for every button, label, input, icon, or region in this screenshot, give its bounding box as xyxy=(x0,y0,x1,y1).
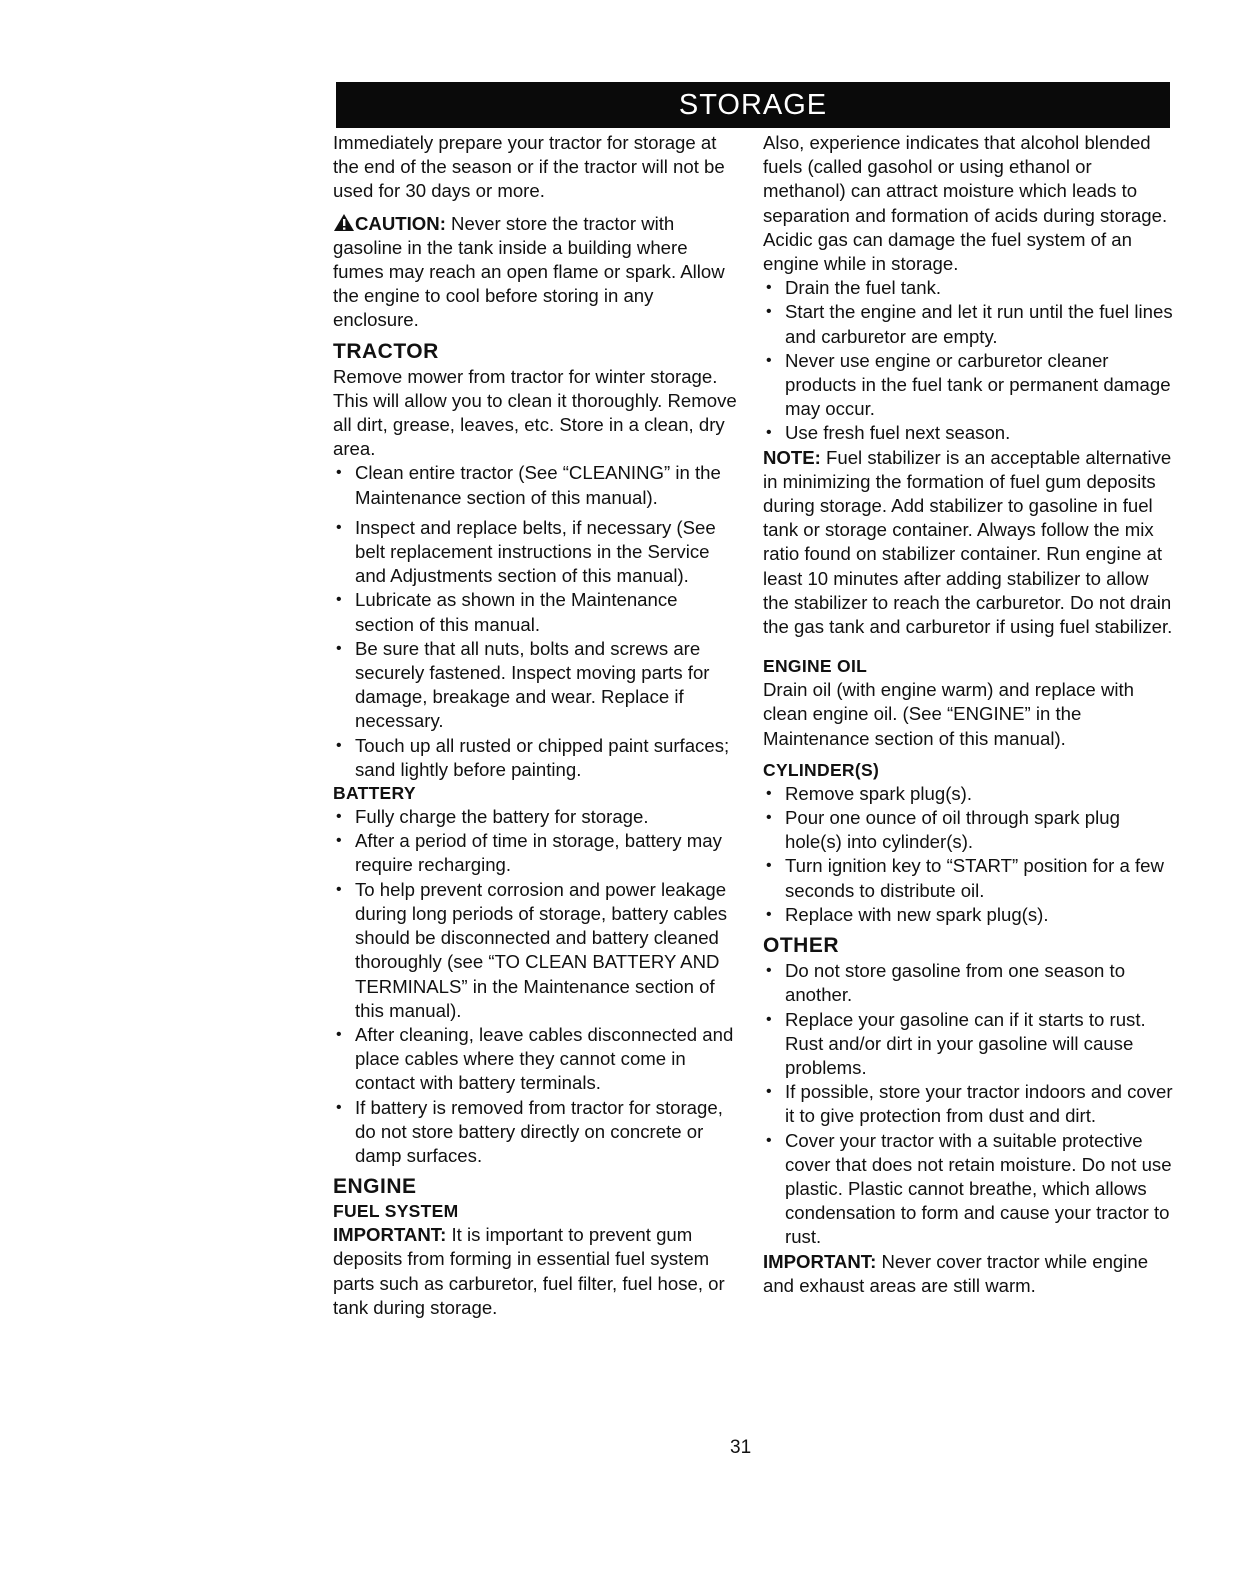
engine-oil-heading: ENGINE OIL xyxy=(763,656,868,677)
left-column xyxy=(333,131,741,1320)
list-item: • Never use engine or carburetor cleaner products in the fuel tank or permanent damage may occur. xyxy=(763,349,1179,422)
list-item: • Replace with new spark plug(s). xyxy=(763,903,1179,927)
list-item: • After cleaning, leave cables disconnected and place cables where they cannot come in contact with battery terminals. xyxy=(333,1023,741,1096)
list-item: • Pour one ounce of oil through spark plug hole(s) into cylinder(s). xyxy=(763,806,1179,854)
important-text: It is important to prevent gum deposits from forming in essential fuel system parts such as carburetor, fuel filter, fuel hose, or tank during storage. xyxy=(333,1224,725,1318)
list-item: • To help prevent corrosion and power leakage during long periods of storage, battery cables should be disconnected and battery cleaned thoroughly (see “TO CLEAN BATTERY AND TERMINALS” in the Maintenance section of this manual). xyxy=(333,878,741,1023)
important-label: IMPORTANT: xyxy=(333,1224,447,1246)
list-item: • Fully charge the battery for storage. xyxy=(333,805,741,829)
caution-text: Never store the tractor with gasoline in the tank inside a building where fumes may reach an open flame or spark. Allow the engine to cool before storing in any enclosure. xyxy=(333,212,725,331)
fuel-important-paragraph xyxy=(333,1223,741,1320)
list-item: • Clean entire tractor (See “CLEANING” in the Maintenance section of this manual). xyxy=(333,461,741,509)
page-number: 31 xyxy=(730,1437,752,1458)
note-paragraph xyxy=(763,446,1179,640)
list-item: • Turn ignition key to “START” position for a few seconds to distribute oil. xyxy=(763,854,1179,902)
tractor-bullet-list xyxy=(333,461,741,782)
alcohol-fuel-paragraph: Also, experience indicates that alcohol blended fuels (called gasohol or using ethanol or methanol) can attract moisture which leads to separation and formation of acids during storage. Acidic gas can damage the fuel system of an engine while in storage. xyxy=(763,132,1168,275)
list-item: • Be sure that all nuts, bolts and screws are securely fastened. Inspect moving parts for damage, breakage and wear. Replace if necessary. xyxy=(333,637,741,734)
important-label: IMPORTANT: xyxy=(763,1250,877,1272)
section-title: STORAGE xyxy=(678,88,828,121)
battery-heading: BATTERY xyxy=(333,783,416,804)
battery-bullet-list xyxy=(333,805,741,1168)
other-important-paragraph xyxy=(763,1250,1179,1298)
list-item: • Remove spark plug(s). xyxy=(763,782,1179,806)
list-item: • Lubricate as shown in the Maintenance section of this manual. xyxy=(333,588,741,636)
warning-triangle-icon xyxy=(333,213,355,232)
list-item: • If battery is removed from tractor for storage, do not store battery directly on concrete or damp surfaces. xyxy=(333,1096,741,1169)
list-item: • After a period of time in storage, battery may require recharging. xyxy=(333,829,741,877)
list-item: • If possible, store your tractor indoors and cover it to give protection from dust and dirt. xyxy=(763,1080,1179,1128)
list-item: • Touch up all rusted or chipped paint surfaces; sand lightly before painting. xyxy=(333,734,741,782)
right-column xyxy=(763,131,1179,1298)
cylinders-heading: CYLINDER(S) xyxy=(763,759,880,780)
list-item: • Cover your tractor with a suitable protective cover that does not retain moisture. Do not use plastic. Plastic cannot breathe, which allows condensation to form and cause your tractor to rust. xyxy=(763,1129,1179,1250)
list-item: • Inspect and replace belts, if necessary (See belt replacement instructions in the Service and Adjustments section of this manual). xyxy=(333,516,741,589)
list-item: • Use fresh fuel next season. xyxy=(763,421,1179,445)
fuel-system-heading: FUEL SYSTEM xyxy=(333,1201,459,1222)
engine-heading: ENGINE xyxy=(333,1175,417,1199)
other-bullet-list xyxy=(763,959,1179,1249)
list-item: • Replace your gasoline can if it starts to rust. Rust and/or dirt in your gasoline will cause problems. xyxy=(763,1008,1179,1081)
list-item: • Drain the fuel tank. xyxy=(763,276,1179,300)
list-item: • Start the engine and let it run until the fuel lines and carburetor are empty. xyxy=(763,300,1179,348)
other-heading: OTHER xyxy=(763,934,839,958)
list-item: • Do not store gasoline from one season to another. xyxy=(763,959,1179,1007)
tractor-paragraph: Remove mower from tractor for winter storage. This will allow you to clean it thoroughly. Remove all dirt, grease, leaves, etc. Store in a clean, dry area. xyxy=(333,365,737,460)
section-banner xyxy=(336,82,1170,128)
intro-paragraph: Immediately prepare your tractor for storage at the end of the season or if the tractor will not be used for 30 days or more. xyxy=(333,132,725,202)
caution-paragraph xyxy=(333,212,741,333)
fuel-bullet-list xyxy=(763,276,1179,445)
cylinders-bullet-list xyxy=(763,782,1179,927)
caution-label: CAUTION: xyxy=(355,212,446,234)
note-text: Fuel stabilizer is an acceptable alternative in minimizing the formation of fuel gum deposits during storage. Add stabilizer to gasoline in fuel tank or storage container. Always follow the mix ratio found on stabilizer container. Run engine at least 10 minutes after adding stabilizer to allow the stabilizer to reach the carburetor. Do not drain the gas tank and carburetor if using fuel stabilizer. xyxy=(763,446,1173,638)
tractor-heading: TRACTOR xyxy=(333,339,439,363)
note-label: NOTE: xyxy=(763,446,821,468)
engine-oil-paragraph: Drain oil (with engine warm) and replace with clean engine oil. (See “ENGINE” in the Maintenance section of this manual). xyxy=(763,679,1135,749)
important-text: Never cover tractor while engine and exhaust areas are still warm. xyxy=(763,1250,1149,1296)
